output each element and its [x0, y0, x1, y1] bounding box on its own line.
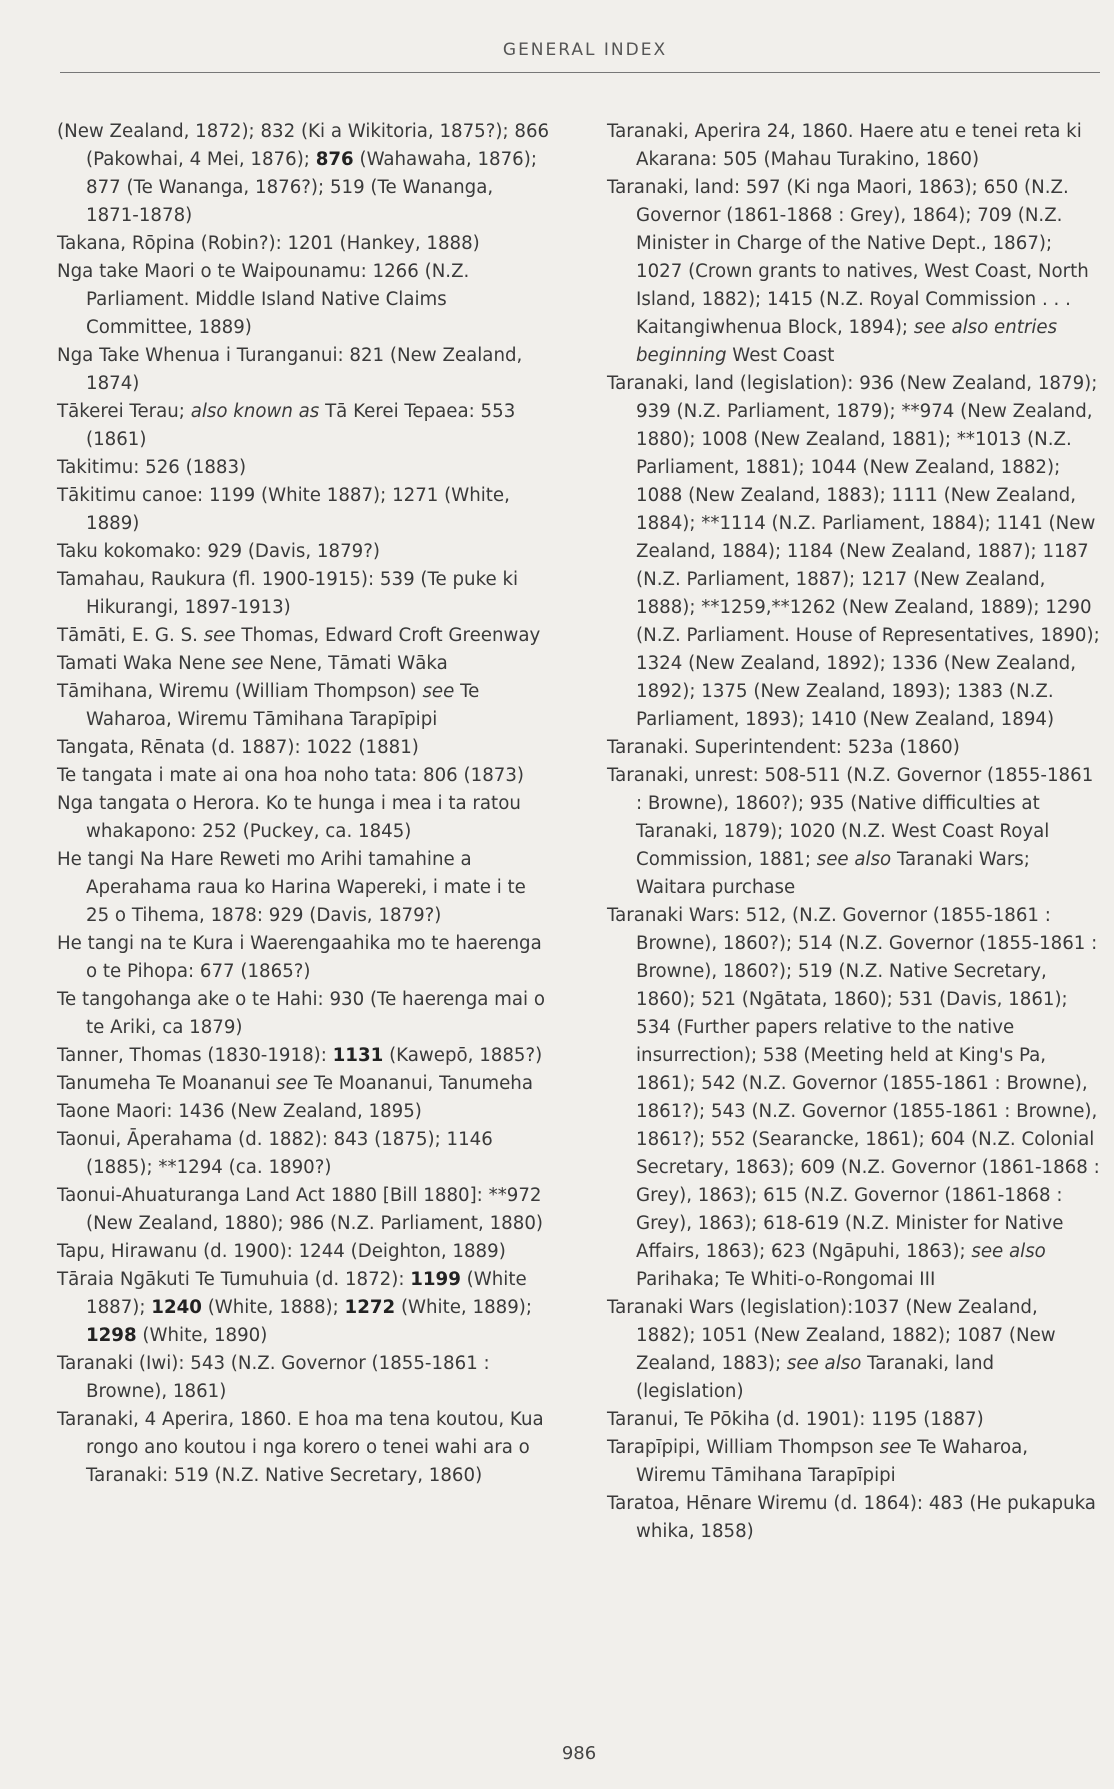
entry-text: Tamati Waka Nene	[57, 653, 232, 674]
entry-text: Tākitimu canoe: 1199 (White 1887); 1271 (White, 1889)	[57, 485, 510, 534]
entry-text: Takana, Rōpina (Robin?): 1201 (Hankey, 1888)	[57, 233, 480, 254]
entry-text: Taranaki, land (legislation): 936 (New Zealand, 1879); 939 (N.Z. Parliament, 1879); **974 (New Zealand, 1880); 1008 (New Zealand, 1881); **1013 (N.Z. Parliament, 1881); 1044 (New Zealand, 1882); 1088 (New Zealand, 1883); 1111 (New Zealand, 1884); **1114 (N.Z. Parliament, 1884); 1141 (New Zealand, 1884); 1184 (New Zealand, 1887); 1187 (N.Z. Parliament, 1887); 1217 (New Zealand, 1888); **1259,**1262 (New Zealand, 1889); 1290 (N.Z. Parliament. House of Representatives, 1890); 1324 (New Zealand, 1892); 1336 (New Zealand, 1892); 1375 (New Zealand, 1893); 1383 (N.Z. Parliament, 1893); 1410 (New Zealand, 1894)	[607, 373, 1100, 730]
entry-text: Tāraia Ngākuti Te Tumuhuia (d. 1872):	[57, 1269, 411, 1290]
entry-text: Parihaka; Te Whiti-o-Rongomai III	[636, 1269, 936, 1290]
entry-text: Tapu, Hirawanu (d. 1900): 1244 (Deighton, 1889)	[57, 1241, 506, 1262]
italic-text: see also	[971, 1241, 1046, 1262]
index-entry	[57, 986, 550, 1042]
entry-text: Taonui-Ahuaturanga Land Act 1880 [Bill 1880]: **972 (New Zealand, 1880); 986 (N.Z. Parliament, 1880)	[57, 1185, 543, 1234]
entry-text: Taratoa, Hēnare Wiremu (d. 1864): 483 (He pukapuka whika, 1858)	[607, 1493, 1096, 1542]
entry-text: Taonui, Āperahama (d. 1882): 843 (1875); 1146 (1885); **1294 (ca. 1890?)	[57, 1129, 493, 1178]
index-entry	[607, 1434, 1102, 1490]
entry-text: (Kawepō, 1885?)	[383, 1045, 543, 1066]
index-entry	[57, 762, 550, 790]
bold-page-ref: 1272	[344, 1297, 396, 1318]
index-entry	[607, 1294, 1102, 1406]
index-entry	[57, 342, 550, 398]
entry-text: Nga tangata o Herora. Ko te hunga i mea i ta ratou whakapono: 252 (Puckey, ca. 1845)	[57, 793, 521, 842]
bold-page-ref: 1298	[86, 1325, 137, 1346]
index-entry	[607, 1490, 1102, 1546]
italic-text: see	[231, 653, 264, 674]
entry-text: Te Waharoa, Wiremu Tāmihana Tarapīpipi	[636, 1437, 1029, 1486]
index-entry	[57, 622, 550, 650]
entry-text: Taone Maori: 1436 (New Zealand, 1895)	[57, 1101, 422, 1122]
index-entry	[57, 566, 550, 622]
index-entry	[57, 1350, 550, 1406]
entry-text: (New Zealand, 1872); 832 (Ki a Wikitoria, 1875?); 866 (Pakowhai, 4 Mei, 1876);	[57, 121, 550, 170]
entry-text: Tākerei Terau;	[57, 401, 191, 422]
entry-text: Taranaki, unrest: 508-511 (N.Z. Governor (1855-1861 : Browne), 1860?); 935 (Native difficulties at Taranaki, 1879); 1020 (N.Z. West Coast Royal Commission, 1881;	[607, 765, 1094, 870]
index-entry	[57, 454, 550, 482]
index-entry	[57, 1266, 550, 1350]
italic-text: also known as	[190, 401, 320, 422]
index-entry	[57, 1182, 550, 1238]
index-entry	[57, 1042, 550, 1070]
entry-text: Tanner, Thomas (1830-1918):	[57, 1045, 333, 1066]
entry-text: Nga take Maori o te Waipounamu: 1266 (N.Z. Parliament. Middle Island Native Claims Committee, 1889)	[57, 261, 470, 338]
entry-text: Te Moananui, Tanumeha	[308, 1073, 533, 1094]
entry-text: Te tangata i mate ai ona hoa noho tata: 806 (1873)	[57, 765, 525, 786]
header-rule	[60, 72, 1100, 73]
bold-page-ref: 1131	[332, 1045, 384, 1066]
entry-text: Te Waharoa, Wiremu Tāmihana Tarapīpipi	[86, 681, 480, 730]
italic-text: see also entries beginning	[636, 317, 1058, 366]
entry-text: Taranaki. Superintendent: 523a (1860)	[607, 737, 960, 758]
entry-text: Taranaki, 4 Aperira, 1860. E hoa ma tena koutou, Kua rongo ano koutou i nga korero o tenei wahi ara o Taranaki: 519 (N.Z. Native Secretary, 1860)	[57, 1409, 544, 1486]
bold-page-ref: 1240	[151, 1297, 202, 1318]
entry-text: Taranaki (Iwi): 543 (N.Z. Governor (1855-1861 : Browne), 1861)	[57, 1353, 490, 1402]
index-entry	[607, 734, 1102, 762]
italic-text: see also	[816, 849, 892, 870]
entry-text: Takitimu: 526 (1883)	[57, 457, 247, 478]
entry-text: He tangi Na Hare Reweti mo Arihi tamahine a Aperahama raua ko Harina Wapereki, i mate i te 25 o Tihema, 1878: 929 (Davis, 1879?)	[57, 849, 526, 926]
index-entry	[57, 734, 550, 762]
entry-text: Tāmihana, Wiremu (William Thompson)	[57, 681, 423, 702]
entry-text: (White, 1889);	[395, 1297, 533, 1318]
index-entry	[607, 118, 1102, 174]
italic-text: see also	[786, 1353, 862, 1374]
entry-text: Tanumeha Te Moananui	[57, 1073, 277, 1094]
entry-text: Taranaki Wars (legislation):1037 (New Zealand, 1882); 1051 (New Zealand, 1882); 1087 (New Zealand, 1883);	[607, 1297, 1056, 1374]
index-entry	[57, 790, 550, 846]
entry-text: Tamahau, Raukura (fl. 1900-1915): 539 (Te puke ki Hikurangi, 1897-1913)	[57, 569, 519, 618]
index-entry	[607, 370, 1102, 734]
italic-text: see	[203, 625, 236, 646]
bold-page-ref: 1199	[410, 1269, 461, 1290]
entry-text: Tāmāti, E. G. S.	[57, 625, 204, 646]
index-entry	[57, 1238, 550, 1266]
index-entry	[57, 482, 550, 538]
index-entry	[57, 230, 550, 258]
index-entry	[57, 398, 550, 454]
index-entry	[57, 930, 550, 986]
left-column	[57, 118, 550, 1490]
index-entry	[57, 678, 550, 734]
italic-text: see	[422, 681, 455, 702]
entry-text: Taranaki Wars; Waitara purchase	[636, 849, 1030, 898]
italic-text: see	[879, 1437, 912, 1458]
entry-text: West Coast	[726, 345, 835, 366]
index-entry	[607, 762, 1102, 902]
index-entry	[607, 902, 1102, 1294]
entry-text: Tangata, Rēnata (d. 1887): 1022 (1881)	[57, 737, 419, 758]
entry-text: He tangi na te Kura i Waerengaahika mo te haerenga o te Pihopa: 677 (1865?)	[57, 933, 542, 982]
index-entry	[607, 1406, 1102, 1434]
entry-text: Taranaki, land (legislation)	[636, 1353, 995, 1402]
entry-text: Taku kokomako: 929 (Davis, 1879?)	[57, 541, 380, 562]
index-entry	[57, 1070, 550, 1098]
right-column	[607, 118, 1102, 1546]
index-entry	[57, 1126, 550, 1182]
entry-text: (White 1887);	[86, 1269, 527, 1318]
entry-text: Tarapīpipi, William Thompson	[607, 1437, 880, 1458]
entry-text: Taranaki Wars: 512, (N.Z. Governor (1855-1861 : Browne), 1860?); 514 (N.Z. Governor (1855-1861 : Browne), 1860?); 519 (N.Z. Native Secretary, 1860); 521 (Ngātata, 1860); 531 (Davis, 1861); 534 (Further papers relative to the native insurrection); 538 (Meeting held at King's Pa, 1861); 542 (N.Z. Governor (1855-1861 : Browne), 1861?); 543 (N.Z. Governor (1855-1861 : Browne), 1861?); 552 (Searancke, 1861); 604 (N.Z. Colonial Secretary, 1863); 609 (N.Z. Governor (1861-1868 : Grey), 1863); 615 (N.Z. Governor (1861-1868 : Grey), 1863); 618-619 (N.Z. Minister for Native Affairs, 1863); 623 (Ngāpuhi, 1863);	[607, 905, 1100, 1262]
entry-text: Taranaki, land: 597 (Ki nga Maori, 1863); 650 (N.Z. Governor (1861-1868 : Grey), 1864); 709 (N.Z. Minister in Charge of the Native Dept., 1867); 1027 (Crown grants to natives, West Coast, North Island, 1882); 1415 (N.Z. Royal Commission . . . Kaitangiwhenua Block, 1894);	[607, 177, 1089, 338]
entry-text: Nga Take Whenua i Turanganui: 821 (New Zealand, 1874)	[57, 345, 523, 394]
entry-text: (Wahawaha, 1876); 877 (Te Wananga, 1876?); 519 (Te Wananga, 1871-1878)	[86, 149, 537, 226]
entry-text: Te tangohanga ake o te Hahi: 930 (Te haerenga mai o te Ariki, ca 1879)	[57, 989, 545, 1038]
index-entry	[57, 650, 550, 678]
bold-page-ref: 876	[315, 149, 354, 170]
entry-text: Taranui, Te Pōkiha (d. 1901): 1195 (1887)	[607, 1409, 984, 1430]
entry-text: Taranaki, Aperira 24, 1860. Haere atu e tenei reta ki Akarana: 505 (Mahau Turakino, 1860)	[607, 121, 1082, 170]
index-entry	[57, 1098, 550, 1126]
page-number: 986	[561, 1743, 597, 1764]
entry-text: Nene, Tāmati Wāka	[263, 653, 448, 674]
entry-text: (White, 1890)	[136, 1325, 268, 1346]
running-header: GENERAL INDEX	[502, 40, 668, 60]
index-entry	[57, 846, 550, 930]
entry-text: Thomas, Edward Croft Greenway	[235, 625, 541, 646]
index-entry	[57, 1406, 550, 1490]
entry-text: (White, 1888);	[201, 1297, 345, 1318]
index-entry	[607, 174, 1102, 370]
index-entry	[57, 118, 550, 230]
index-entry	[57, 258, 550, 342]
italic-text: see	[276, 1073, 309, 1094]
entry-text: Tā Kerei Tepaea: 553 (1861)	[86, 401, 516, 450]
index-entry	[57, 538, 550, 566]
